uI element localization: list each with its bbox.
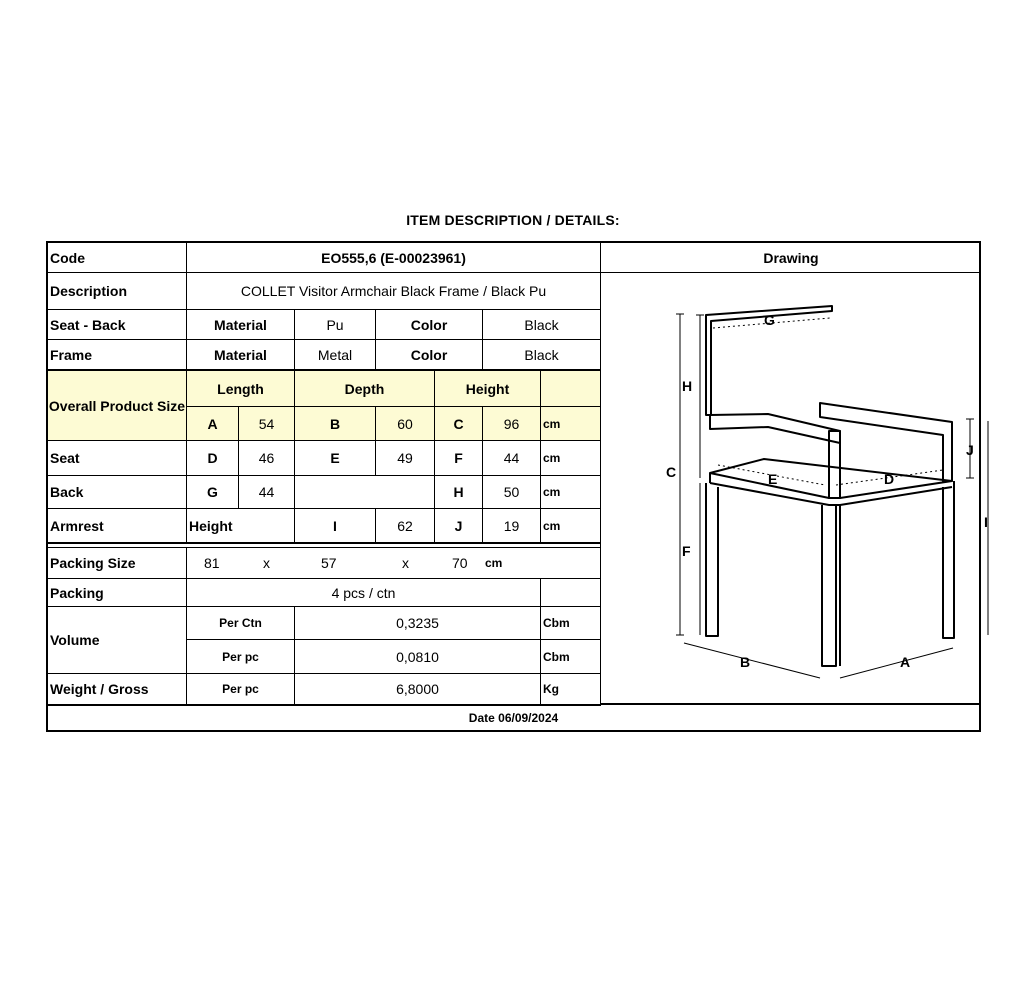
length-label: Length — [187, 371, 295, 407]
overall-unit: cm — [541, 407, 601, 441]
armrest-unit: cm — [541, 509, 601, 544]
back-blank — [295, 476, 435, 509]
armrest-height-label: Height — [187, 509, 295, 544]
seat-d-value: 46 — [239, 441, 295, 476]
drawing-letter-e: E — [768, 471, 778, 487]
chair-technical-drawing — [600, 273, 988, 705]
drawing-divider — [600, 243, 601, 706]
weight-value: 6,8000 — [295, 674, 541, 706]
drawing-letter-i: I — [984, 514, 988, 530]
date-footer: Date 06/09/2024 — [468, 711, 559, 725]
drawing-label: Drawing — [601, 243, 981, 273]
drawing-letter-j: J — [966, 442, 974, 458]
back-unit: cm — [541, 476, 601, 509]
letter-c: C — [435, 407, 483, 441]
letter-g: G — [187, 476, 239, 509]
packing-height: 70 — [452, 555, 468, 571]
height-value: 96 — [483, 407, 541, 441]
packing-x2: x — [402, 555, 409, 571]
document-title: ITEM DESCRIPTION / DETAILS: — [406, 212, 620, 228]
depth-label: Depth — [295, 371, 435, 407]
volume-per-pc-unit: Cbm — [541, 640, 601, 674]
weight-per-pc-label: Per pc — [187, 674, 295, 706]
seat-back-material-label: Material — [187, 310, 295, 340]
volume-per-pc-value: 0,0810 — [295, 640, 541, 674]
frame-color-label: Color — [376, 340, 483, 371]
letter-d: D — [187, 441, 239, 476]
letter-h: H — [435, 476, 483, 509]
seat-back-color: Black — [483, 310, 601, 340]
packing-blank — [541, 579, 601, 607]
code-value: EO555,6 (E-00023961) — [187, 243, 601, 273]
front-right-leg — [943, 481, 954, 638]
letter-a: A — [187, 407, 239, 441]
back-label: Back — [48, 476, 187, 509]
frame-material: Metal — [295, 340, 376, 371]
description-value: COLLET Visitor Armchair Black Frame / Black Pu — [187, 273, 601, 310]
weight-label: Weight / Gross — [48, 674, 187, 706]
seat-label: Seat — [48, 441, 187, 476]
drawing-letter-a: A — [900, 654, 911, 670]
volume-per-ctn-unit: Cbm — [541, 607, 601, 640]
packing-unit: cm — [485, 556, 503, 570]
depth-value: 60 — [376, 407, 435, 441]
height-label: Height — [435, 371, 541, 407]
drawing-letter-c: C — [666, 464, 677, 480]
volume-per-ctn-value: 0,3235 — [295, 607, 541, 640]
front-left-leg — [822, 505, 836, 666]
back-h-value: 50 — [483, 476, 541, 509]
drawing-letter-d: D — [884, 471, 895, 487]
letter-e: E — [295, 441, 376, 476]
letter-i: I — [295, 509, 376, 544]
drawing-letter-g: G — [764, 312, 775, 328]
packing-size-value — [187, 547, 601, 579]
frame-material-label: Material — [187, 340, 295, 371]
drawing-letter-h: H — [682, 378, 693, 394]
chair-drawing — [600, 273, 988, 705]
seat-back-label: Seat - Back — [48, 310, 187, 340]
letter-f: F — [435, 441, 483, 476]
left-armrest — [710, 414, 840, 443]
armrest-j-value: 19 — [483, 509, 541, 544]
packing-x1: x — [263, 555, 270, 571]
drawing-letter-b: B — [740, 654, 751, 670]
seat-unit: cm — [541, 441, 601, 476]
letter-b: B — [295, 407, 376, 441]
drawing-letter-f: F — [682, 543, 691, 559]
back-g-value: 44 — [239, 476, 295, 509]
seat-f-value: 44 — [483, 441, 541, 476]
volume-per-pc-label: Per pc — [187, 640, 295, 674]
seat-back-color-label: Color — [376, 310, 483, 340]
volume-per-ctn-label: Per Ctn — [187, 607, 295, 640]
overall-size-label: Overall Product Size — [48, 371, 187, 441]
packing-value: 4 pcs / ctn — [187, 579, 541, 607]
code-label: Code — [48, 243, 187, 273]
description-label: Description — [48, 273, 187, 310]
unit-header-blank — [541, 371, 601, 407]
details-table — [46, 241, 988, 732]
packing-label: Packing — [48, 579, 187, 607]
seat-e-value: 49 — [376, 441, 435, 476]
packing-width: 57 — [321, 555, 337, 571]
seat-back-material: Pu — [295, 310, 376, 340]
frame-color: Black — [483, 340, 601, 371]
armrest-i-value: 62 — [376, 509, 435, 544]
armrest-label: Armrest — [48, 509, 187, 544]
volume-label: Volume — [48, 607, 187, 674]
packing-size-label: Packing Size — [48, 547, 187, 579]
back-left-leg — [706, 483, 718, 636]
length-value: 54 — [239, 407, 295, 441]
letter-j: J — [435, 509, 483, 544]
weight-unit: Kg — [541, 674, 601, 706]
frame-label: Frame — [48, 340, 187, 371]
packing-length: 81 — [204, 555, 220, 571]
